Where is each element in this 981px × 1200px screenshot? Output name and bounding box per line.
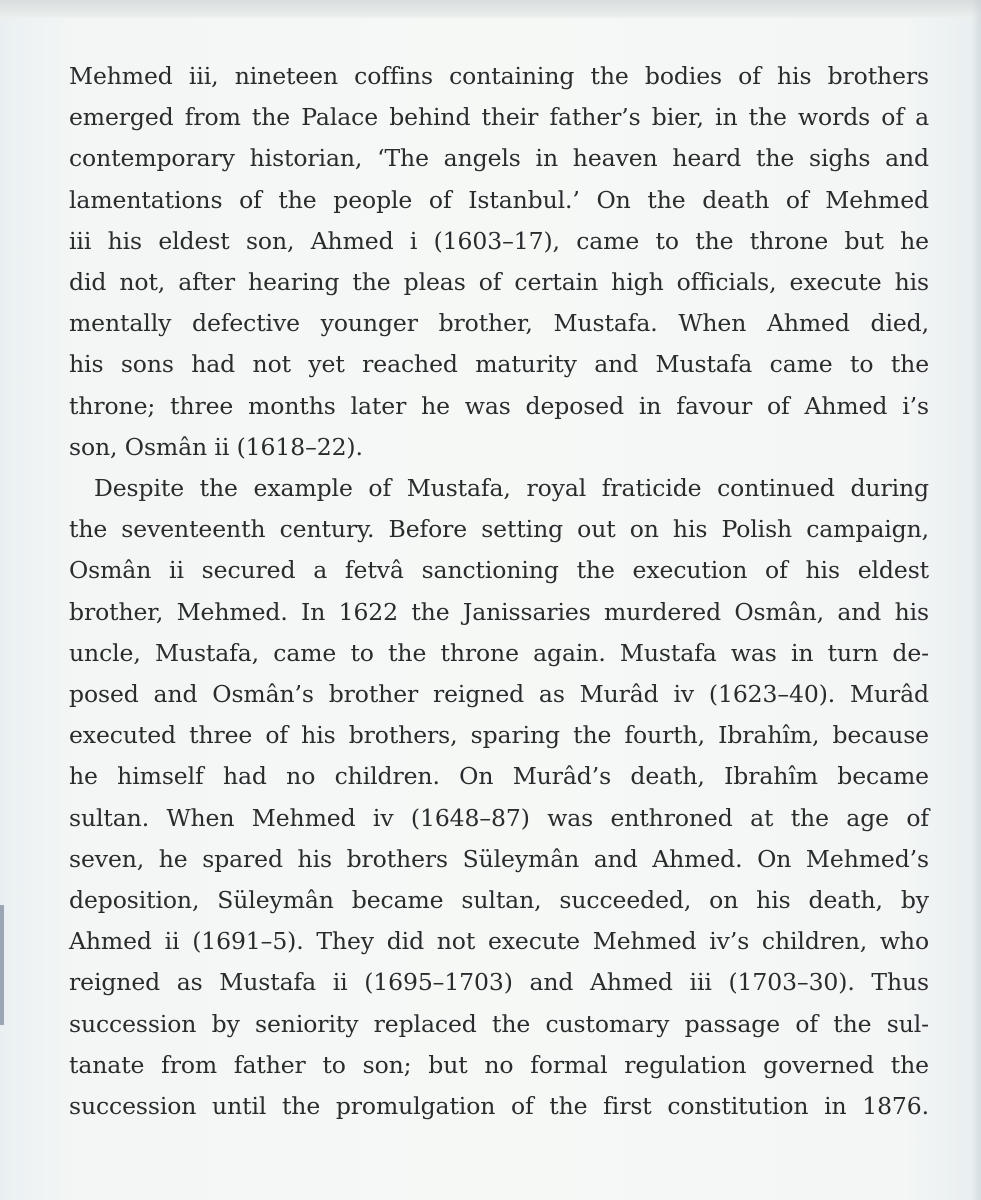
text-line: his sons had not yet reached maturity and Mustafa came to the (69, 350, 929, 379)
text-line: deposition, Süleymân became sultan, succeeded, on his death, by (69, 886, 929, 915)
text-line: Despite the example of Mustafa, royal fraticide continued during (94, 474, 929, 503)
text-line: reigned as Mustafa ii (1695–1703) and Ahmed iii (1703–30). Thus (69, 968, 929, 997)
text-line: executed three of his brothers, sparing the fourth, Ibrahîm, because (69, 721, 929, 750)
page-edge-shade (971, 0, 981, 1200)
text-line: posed and Osmân’s brother reigned as Murâd iv (1623–40). Murâd (69, 680, 929, 709)
text-line: uncle, Mustafa, came to the throne again. Mustafa was in turn de- (69, 638, 929, 667)
text-line: tanate from father to son; but no formal regulation governed the (69, 1050, 929, 1079)
text-line: succession until the promulgation of the first constitution in 1876. (69, 1092, 929, 1121)
text-line: sultan. When Mehmed iv (1648–87) was enthroned at the age of (69, 803, 929, 832)
text-line: son, Osmân ii (1618–22). (69, 432, 363, 461)
paragraph-2 (69, 468, 929, 1127)
text-line: iii his eldest son, Ahmed i (1603–17), came to the throne but he (69, 226, 929, 255)
text-line: throne; three months later he was deposed in favour of Ahmed i’s (69, 391, 929, 420)
text-line: Osmân ii secured a fetvâ sanctioning the execution of his eldest (69, 556, 929, 585)
text-line: seven, he spared his brothers Süleymân and Ahmed. On Mehmed’s (69, 844, 929, 873)
text-line: mentally defective younger brother, Mustafa. When Ahmed died, (69, 309, 929, 338)
text-line: emerged from the Palace behind their father’s bier, in the words of a (69, 103, 929, 132)
text-line: Mehmed iii, nineteen coffins containing the bodies of his brothers (69, 62, 929, 90)
text-line: did not, after hearing the pleas of certain high officials, execute his (69, 268, 929, 297)
text-line: lamentations of the people of Istanbul.’ On the death of Mehmed (69, 185, 929, 214)
text-line: contemporary historian, ‘The angels in heaven heard the sighs and (69, 144, 929, 173)
text-line: succession by seniority replaced the customary passage of the sul- (69, 1009, 929, 1038)
text-line: the seventeenth century. Before setting out on his Polish campaign, (69, 515, 929, 544)
paragraph-1 (69, 56, 929, 468)
text-line: he himself had no children. On Murâd’s death, Ibrahîm became (69, 762, 929, 791)
text-line: brother, Mehmed. In 1622 the Janissaries murdered Osmân, and his (69, 597, 929, 626)
body-text (69, 56, 929, 1127)
text-line: Ahmed ii (1691–5). They did not execute Mehmed iv’s children, who (69, 927, 929, 956)
binding-shadow (0, 905, 4, 1025)
page-top-edge (0, 0, 981, 18)
